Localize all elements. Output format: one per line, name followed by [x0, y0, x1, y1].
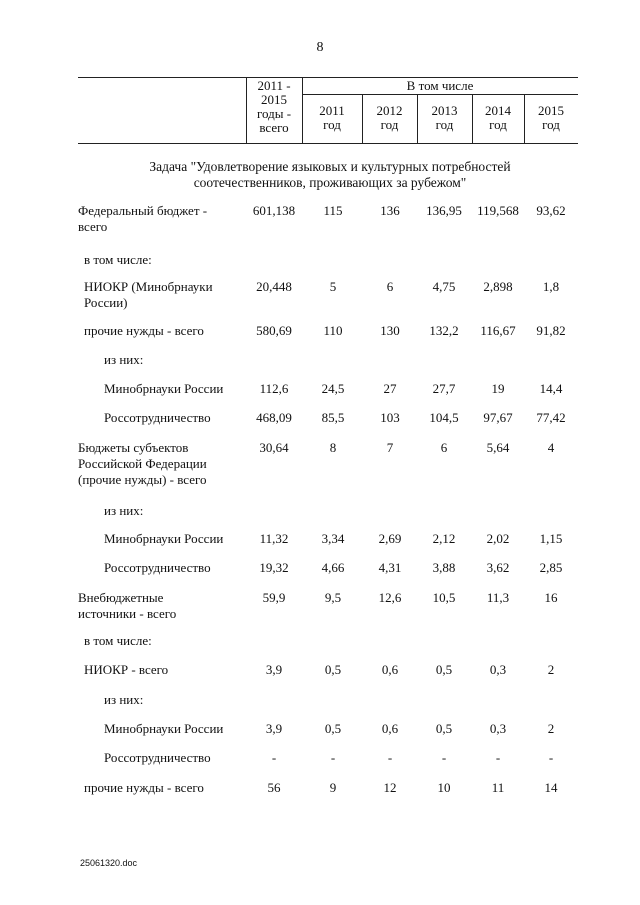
header-year-unit: год	[542, 117, 560, 132]
cell-value: 0,6	[381, 721, 399, 736]
header-top-rule	[78, 77, 578, 78]
header-year: 2013	[431, 103, 458, 118]
row-label-line: Минобрнауки России	[104, 721, 224, 736]
header-year-2011	[302, 104, 362, 132]
cell-value: 4,66	[321, 560, 345, 575]
cell-value: 6	[386, 279, 394, 294]
cell-value: 10	[437, 780, 451, 795]
cell-value: 19	[491, 381, 505, 396]
cell-value: 20,448	[256, 279, 292, 294]
cell-value: 30,64	[259, 440, 289, 455]
cell-value: 0,3	[489, 721, 507, 736]
cell-value: 2	[547, 721, 555, 736]
header-year-unit: год	[380, 117, 399, 132]
cell-value: 85,5	[321, 410, 345, 425]
task-title	[80, 159, 580, 191]
group-divider-rule	[302, 94, 578, 95]
row-label-line: Россотрудничество	[104, 750, 211, 765]
row-label-line: Россотрудничество	[104, 560, 211, 575]
cell-value: -	[548, 750, 554, 765]
cell-value: 8	[329, 440, 337, 455]
cell-value: 136	[380, 203, 400, 218]
header-year-2012	[362, 104, 417, 132]
header-total-line: всего	[259, 120, 289, 135]
cell-value: 130	[380, 323, 400, 338]
cell-value: 0,5	[324, 662, 342, 677]
row-label-line: (прочие нужды) - всего	[78, 472, 207, 487]
cell-value: 2,12	[432, 531, 456, 546]
cell-value: 4,31	[378, 560, 402, 575]
row-label	[104, 531, 223, 547]
row-label	[84, 323, 204, 339]
cell-value: 12,6	[378, 590, 402, 605]
cell-value: 9,5	[324, 590, 342, 605]
row-label	[104, 750, 211, 766]
row-label	[104, 352, 143, 368]
header-year-unit: год	[435, 117, 454, 132]
header-year: 2012	[376, 103, 403, 118]
cell-value: 0,3	[489, 662, 507, 677]
row-label-line: Федеральный бюджет -	[78, 203, 208, 218]
header-total-line: 2011 -	[257, 78, 291, 93]
file-name: 25061320.doc	[80, 858, 138, 868]
row-label	[84, 252, 152, 268]
cell-value: 3,62	[486, 560, 510, 575]
header-total-line: 2015	[261, 92, 287, 107]
row-label	[84, 279, 213, 311]
row-label	[104, 410, 211, 426]
row-label-line: источники - всего	[78, 606, 177, 621]
cell-value: 601,138	[252, 203, 296, 218]
cell-value: 97,67	[483, 410, 513, 425]
cell-value: 56	[267, 780, 281, 795]
row-label-line: Минобрнауки России	[104, 531, 224, 546]
cell-value: 4,75	[432, 279, 456, 294]
row-label-line: прочие нужды - всего	[84, 323, 204, 338]
cell-value: 7	[386, 440, 394, 455]
row-label-line: НИОКР - всего	[84, 662, 169, 677]
row-label-line: Бюджеты субъектов	[78, 440, 189, 455]
cell-value: 11	[491, 780, 505, 795]
cell-value: 16	[544, 590, 558, 605]
cell-value: 115	[323, 203, 343, 218]
cell-value: 5	[329, 279, 337, 294]
cell-value: -	[271, 750, 277, 765]
row-label-line: всего	[78, 219, 108, 234]
header-year-2015	[524, 104, 578, 132]
row-label-line: Внебюджетные	[78, 590, 164, 605]
cell-value: 12	[383, 780, 397, 795]
row-label	[78, 440, 207, 488]
cell-value: 5,64	[486, 440, 510, 455]
cell-value: 0,5	[324, 721, 342, 736]
header-year-unit: год	[489, 117, 507, 132]
cell-value: 77,42	[536, 410, 566, 425]
cell-value: 2,898	[483, 279, 513, 294]
cell-value: 19,32	[259, 560, 289, 575]
row-label-line: из них:	[104, 692, 144, 707]
cell-value: 112,6	[259, 381, 289, 396]
cell-value: 2	[547, 662, 555, 677]
header-year-2014	[472, 104, 524, 132]
cell-value: 14,4	[539, 381, 563, 396]
row-label-line: в том числе:	[84, 252, 152, 267]
cell-value: 1,15	[539, 531, 563, 546]
cell-value: 3,9	[265, 721, 283, 736]
header-year: 2015	[538, 103, 564, 118]
row-label-line: России)	[84, 295, 128, 310]
cell-value: 27	[383, 381, 397, 396]
row-label	[78, 203, 207, 235]
cell-value: 2,85	[539, 560, 563, 575]
cell-value: 4	[547, 440, 555, 455]
page-number: 8	[316, 40, 324, 55]
cell-value: 0,5	[435, 721, 453, 736]
cell-value: 119,568	[477, 203, 519, 218]
row-label-line: в том числе:	[84, 633, 152, 648]
cell-value: 11,32	[259, 531, 289, 546]
header-total-line: годы -	[256, 106, 292, 121]
task-title-line: соотечественников, проживающих за рубежом"	[193, 175, 467, 190]
cell-value: -	[441, 750, 447, 765]
header-bottom-rule	[78, 143, 578, 144]
header-year-unit: год	[323, 117, 341, 132]
cell-value: 3,88	[432, 560, 456, 575]
row-label-line: из них:	[104, 352, 144, 367]
row-label-line: Россотрудничество	[104, 410, 211, 425]
row-label	[104, 503, 143, 519]
row-label	[78, 590, 176, 622]
cell-value: 11,3	[486, 590, 510, 605]
row-label	[84, 780, 204, 796]
header-year: 2014	[485, 103, 511, 118]
row-label-line: из них:	[104, 503, 144, 518]
cell-value: 9	[329, 780, 337, 795]
cell-value: -	[330, 750, 336, 765]
row-label	[104, 560, 211, 576]
cell-value: 103	[380, 410, 400, 425]
cell-value: 2,69	[378, 531, 402, 546]
cell-value: 6	[440, 440, 448, 455]
row-label-line: НИОКР (Минобрнауки	[84, 279, 213, 294]
header-year: 2011	[319, 103, 345, 118]
cell-value: 3,9	[265, 662, 283, 677]
row-label	[104, 721, 223, 737]
cell-value: 1,8	[542, 279, 560, 294]
row-label	[84, 662, 168, 678]
cell-value: 104,5	[429, 410, 459, 425]
cell-value: 468,09	[256, 410, 292, 425]
cell-value: 27,7	[432, 381, 456, 396]
cell-value: 10,5	[432, 590, 456, 605]
row-label-line: Минобрнауки России	[104, 381, 224, 396]
cell-value: 136,95	[426, 203, 462, 218]
cell-value: 0,6	[381, 662, 399, 677]
row-label	[104, 692, 143, 708]
cell-value: 580,69	[256, 323, 292, 338]
header-year-2013	[417, 104, 472, 132]
row-label	[104, 381, 223, 397]
cell-value: 116,67	[480, 323, 516, 338]
cell-value: 3,34	[321, 531, 345, 546]
cell-value: 91,82	[536, 323, 566, 338]
header-group-label: В том числе	[406, 78, 474, 93]
cell-value: 59,9	[262, 590, 286, 605]
header-total	[246, 79, 302, 135]
cell-value: 14	[544, 780, 558, 795]
cell-value: 2,02	[486, 531, 510, 546]
task-title-line: Задача "Удовлетворение языковых и культурных потребностей	[149, 159, 511, 174]
cell-value: 132,2	[429, 323, 459, 338]
cell-value: -	[495, 750, 501, 765]
cell-value: 110	[323, 323, 343, 338]
row-label-line: прочие нужды - всего	[84, 780, 204, 795]
row-label	[84, 633, 152, 649]
cell-value: 24,5	[321, 381, 345, 396]
cell-value: 93,62	[536, 203, 566, 218]
cell-value: 0,5	[435, 662, 453, 677]
row-label-line: Российской Федерации	[78, 456, 207, 471]
cell-value: -	[387, 750, 393, 765]
